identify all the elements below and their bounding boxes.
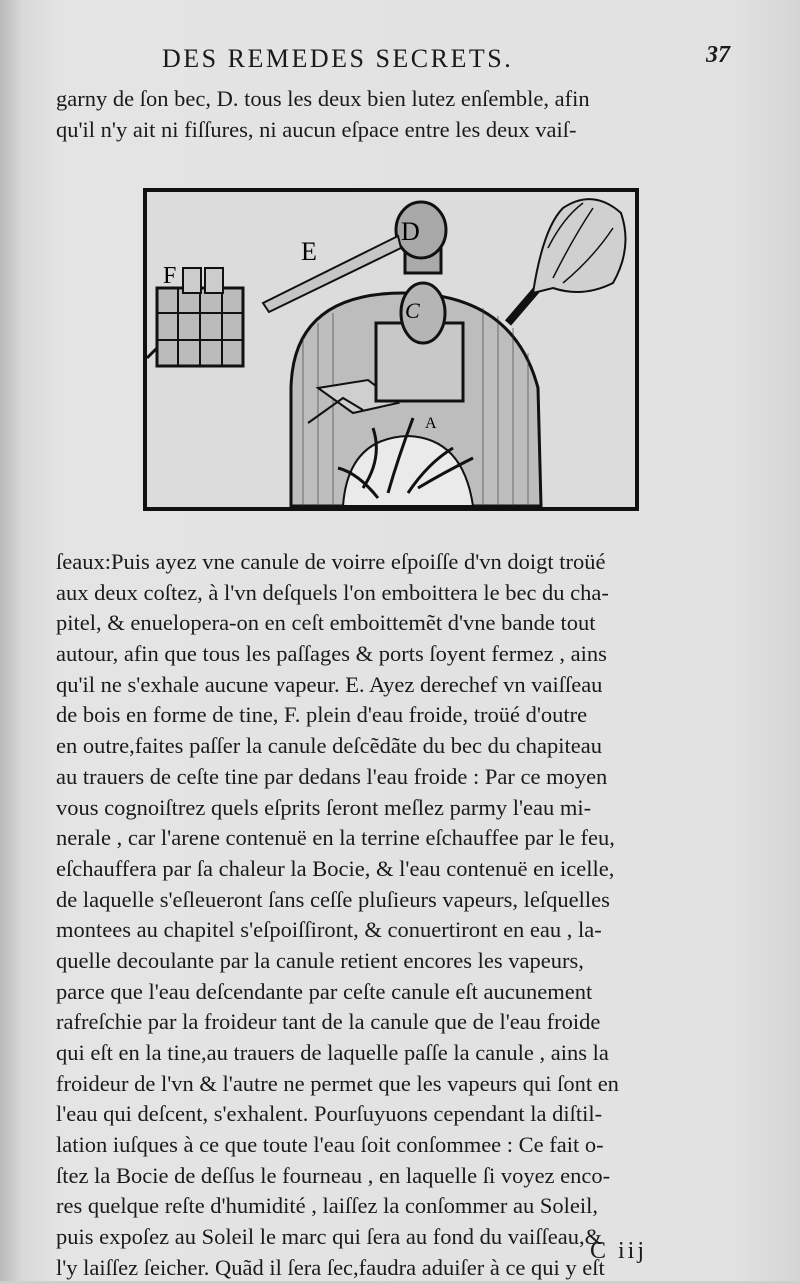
- text-line: l'eau qui deſcent, s'exhalent. Pourſuyuons cependant la diſtil-: [56, 1101, 603, 1127]
- text-line: qui eſt en la tine,au trauers de laquelle paſſe la canule , ains la: [56, 1040, 609, 1065]
- text-line: au trauers de ceſte tine par dedans l'eau froide : Par ce moyen: [56, 763, 608, 789]
- text-line: garny de ſon bec, D. tous les deux bien lutez enſemble, afin: [56, 86, 590, 111]
- figure-label-c: C: [405, 298, 420, 323]
- text-line: res quelque reſte d'humidité , laiſſez la conſommer au Soleil,: [56, 1193, 599, 1219]
- text-line: puis expoſez au Soleil le marc qui ſera au fond du vaiſſeau,&: [56, 1224, 603, 1250]
- text-line: de laquelle s'eſleueront ſans ceſſe pluſieurs vapeurs, leſquelles: [56, 886, 610, 912]
- text-line: pitel, & enuelopera-on en ceſt emboittemẽt d'vne bande tout: [56, 610, 596, 636]
- distillation-woodcut-figure: [143, 188, 639, 511]
- text-line: nerale , car l'arene contenuë en la terrine eſchauffee par le feu,: [56, 825, 615, 851]
- text-line: quelle decoulante par la canule retient encores les vapeurs,: [56, 947, 584, 973]
- text-line: l'y laiſſez ſeicher. Quãd il ſera ſec,faudra aduiſer à ce qui y eſt: [56, 1254, 605, 1280]
- text-line: montees au chapitel s'eſpoiſſiront, & conuertiront en eau , la-: [56, 917, 602, 943]
- text-line: qu'il n'y ait ni fiſſures, ni aucun eſpace entre les deux vaiſ-: [56, 116, 577, 142]
- text-line: ſtez la Bocie de deſſus le fourneau , en laquelle ſi voyez enco-: [56, 1162, 611, 1188]
- page-number: 37: [706, 42, 730, 68]
- text-line: qu'il ne s'exhale aucune vapeur. E. Ayez derechef vn vaiſſeau: [56, 671, 603, 697]
- figure-label-d: D: [401, 217, 420, 246]
- body-text-block: [56, 547, 756, 1284]
- text-line: ſeaux:Puis ayez vne canule de voirre eſpoiſſe d'vn doigt troüé: [56, 549, 606, 574]
- text-line: rafreſchie par la froideur tant de la canule que de l'eau froide: [56, 1009, 601, 1035]
- signature-mark: C iij: [590, 1238, 648, 1264]
- figure-label-e: E: [301, 237, 317, 266]
- page-header: [150, 42, 770, 82]
- text-line: lation iuſques à ce que toute l'eau ſoit conſommee : Ce fait o-: [56, 1132, 604, 1158]
- top-text-block: [56, 84, 756, 145]
- woodcut-illustration: [143, 188, 639, 511]
- text-line: aux deux coſtez, à l'vn deſquels l'on emboittera le bec du cha-: [56, 579, 609, 605]
- text-line: froideur de l'vn & l'autre ne permet que les vapeurs qui ſont en: [56, 1070, 619, 1096]
- figure-label-f: F: [163, 263, 177, 289]
- text-line: parce que l'eau deſcendante par ceſte canule eſt aucunement: [56, 978, 593, 1004]
- running-title: DES REMEDES SECRETS.: [162, 44, 514, 73]
- text-line: de bois en forme de tine, F. plein d'eau froide, troüé d'outre: [56, 702, 588, 728]
- text-line: autour, afin que tous les paſſages & ports ſoyent fermez , ains: [56, 641, 607, 667]
- text-line: vous cognoiſtrez quels eſprits ſeront meſlez parmy l'eau mi-: [56, 794, 592, 820]
- text-line: eſchauffera par ſa chaleur la Bocie, & l'eau contenuë en icelle,: [56, 855, 615, 881]
- text-line: en outre,faites paſſer la canule deſcẽdãte du bec du chapiteau: [56, 733, 602, 759]
- figure-label-a: A: [425, 415, 437, 432]
